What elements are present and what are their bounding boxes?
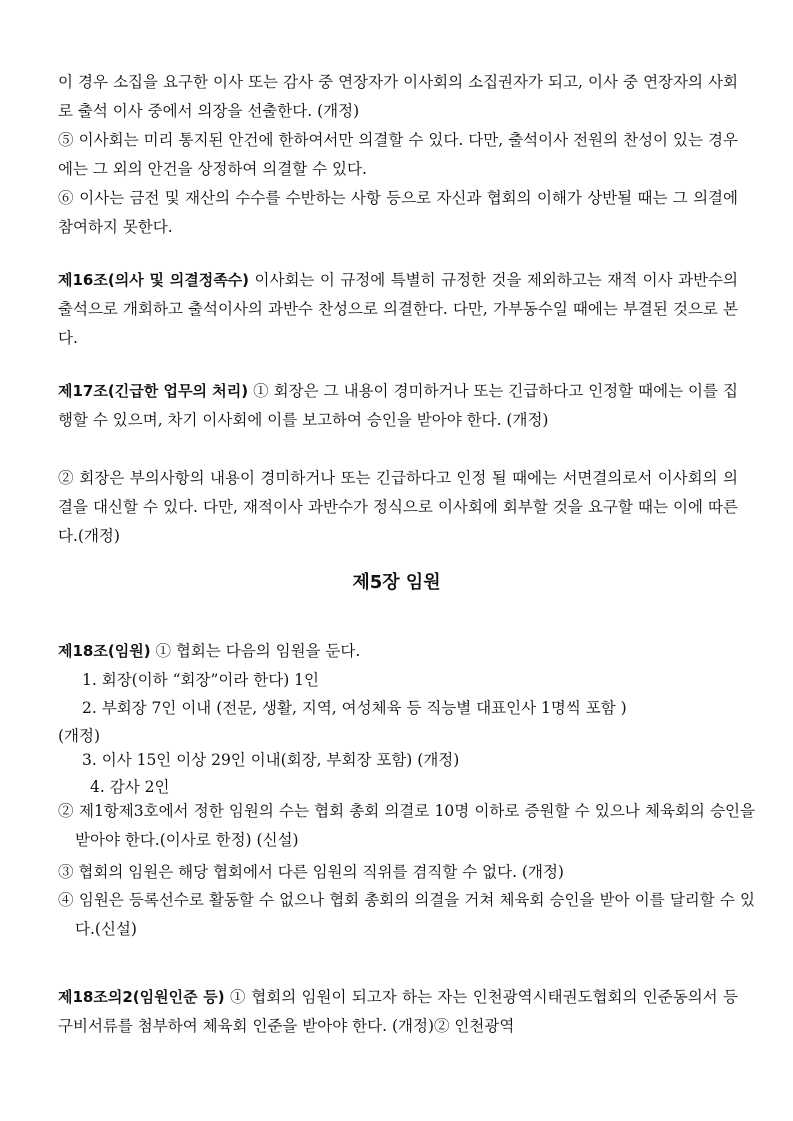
article18-item-1: 1. 회장(이하 “회장”이라 한다) 1인 xyxy=(82,671,320,689)
article18-item-2-note: (개정) xyxy=(58,727,101,745)
article18-2 xyxy=(58,983,738,1041)
article18-paragraph-4: ④ 임원은 등록선수로 활동할 수 없으나 협회 총회의 의결을 거쳐 체육회 승인을 받아 이를 달리할 수 있다.(신설) xyxy=(58,891,755,938)
article15-paragraph-continuation: 이 경우 소집을 요구한 이사 또는 감사 중 연장자가 이사회의 소집권자가 되고, 이사 중 연장자의 사회로 출석 이사 중에서 의장을 선출한다. (개정) xyxy=(58,73,738,120)
article17-paragraph-2: ② 회장은 부의사항의 내용이 경미하거나 또는 긴급하다고 인정 될 때에는 서면결의로서 이사회의 의결을 대신할 수 있다. 다만, 재적이사 과반수가 정식으로 이사회에 회부할 것을 요구할 때는 이에 따른다.(개정) xyxy=(58,469,738,545)
article16 xyxy=(58,266,738,353)
article17-body-1: ① 회장은 그 내용이 경미하거나 또는 긴급하다고 인정할 때에는 이를 집행할 수 있으며, 차기 이사회에 이를 보고하여 승인을 받아야 한다. (개정) xyxy=(58,382,738,429)
article18-paragraph-2: ② 제1항제3호에서 정한 임원의 수는 협회 총회 의결로 10명 이하로 증원할 수 있으나 체육회의 승인을 받아야 한다.(이사로 한정) (신설) xyxy=(58,802,755,849)
article18-2-body: ① 협회의 임원이 되고자 하는 자는 인천광역시태권도협회의 인준동의서 등 구비서류를 첨부하여 체육회 인준을 받아야 한다. (개정)② 인천광역 xyxy=(58,988,738,1035)
article18-item-3: 3. 이사 15인 이상 29인 이내(회장, 부회장 포함) (개정) xyxy=(82,751,460,769)
article18-intro-text: ① 협회는 다음의 임원을 둔다. xyxy=(150,642,361,660)
article18-intro xyxy=(58,637,738,666)
article15-paragraph-5: ⑤ 이사회는 미리 통지된 안건에 한하여서만 의결할 수 있다. 다만, 출석이사 전원의 찬성이 있는 경우에는 그 외의 안건을 상정하여 의결할 수 있다. xyxy=(58,131,738,178)
article18-2-heading: 제18조의2(임원인준 등) xyxy=(58,988,225,1006)
article18-paragraph-3: ③ 협회의 임원은 해당 협회에서 다른 임원의 직위를 겸직할 수 없다. (개정) xyxy=(58,863,564,881)
article18-heading: 제18조(임원) xyxy=(58,642,151,660)
article16-body: 이사회는 이 규정에 특별히 규정한 것을 제외하고는 재적 이사 과반수의 출석으로 개회하고 출석이사의 과반수 찬성으로 의결한다. 다만, 가부동수일 때에는 부결된 것으로 본다. xyxy=(58,271,738,347)
article15-paragraph-6: ⑥ 이사는 금전 및 재산의 수수를 수반하는 사항 등으로 자신과 협회의 이해가 상반될 때는 그 의결에 참여하지 못한다. xyxy=(58,189,738,236)
article16-heading: 제16조(의사 및 의결정족수) xyxy=(58,271,250,289)
article18-item-2: 2. 부회장 7인 이내 (전문, 생활, 지역, 여성체육 등 직능별 대표인사 1명씩 포함 ) xyxy=(82,699,627,717)
article18-item-4: 4. 감사 2인 xyxy=(90,778,170,796)
article17-paragraph-1 xyxy=(58,377,738,435)
article17-heading: 제17조(긴급한 업무의 처리) xyxy=(58,382,249,400)
chapter-title: 제5장 임원 xyxy=(352,572,441,593)
